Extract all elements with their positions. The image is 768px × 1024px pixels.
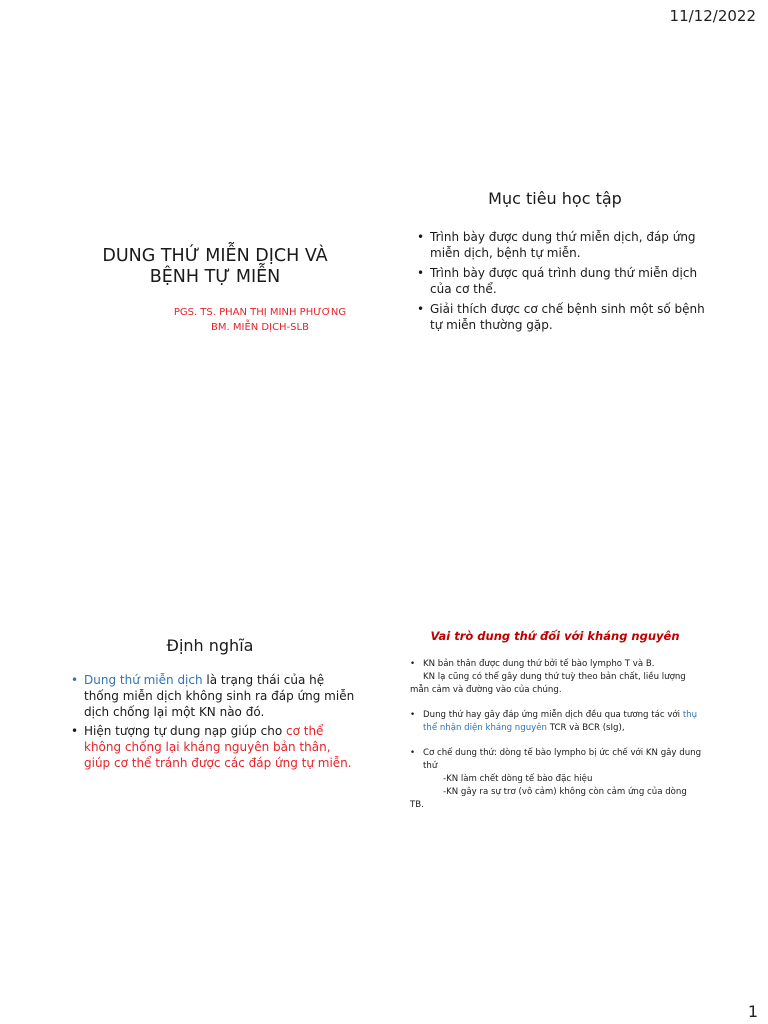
- bullet-text-start: Dung thứ hay gây đáp ứng miễn dịch đều qua tương tác với: [423, 710, 683, 720]
- bullet-continuation: KN lạ cũng có thể gây dung thứ tuỳ theo bản chất, liều lượng mẫn cảm và đường vào của chúng.: [410, 672, 686, 695]
- bullet-text-highlight: thụ thể nhận diện kháng nguyên: [423, 710, 698, 733]
- sub-item-tail: TB.: [410, 800, 424, 810]
- list-item: • Giải thích được cơ chế bệnh sinh một số bệnh tự miễn thường gặp.: [416, 301, 708, 333]
- definition-text: Hiện tượng tự dung nạp giúp cho: [84, 724, 286, 738]
- spacer: [410, 735, 706, 747]
- bullet-icon: •: [410, 710, 416, 720]
- sub-item: -KN gây ra sự trơ (vô cảm) không còn cảm ứng của dòng: [443, 787, 687, 797]
- date-label: 11/12/2022: [669, 7, 756, 25]
- list-item: • Trình bày được quá trình dung thứ miễn dịch của cơ thể.: [416, 265, 708, 297]
- slide1-author-name: PGS. TS. PHAN THỊ MINH PHƯƠNG: [173, 307, 347, 318]
- definition-highlight: cơ thể không chống lại kháng nguyên bản thân, giúp cơ thể tránh được các đáp ứng tự miễn.: [84, 724, 352, 770]
- list-item: [410, 709, 706, 735]
- slide4-body: [410, 658, 706, 812]
- slide2-title: Mục tiêu học tập: [488, 189, 622, 208]
- page-number: 1: [747, 1002, 758, 1021]
- list-item: [70, 723, 360, 771]
- slide1-title-line1: DUNG THỨ MIỄN DỊCH VÀ: [102, 246, 328, 266]
- slide2-objectives-list: [416, 229, 708, 337]
- list-item: [70, 672, 360, 720]
- bullet-text: Cơ chế dung thứ: dòng tế bào lympho bị ức chế với KN gây dung thứ: [423, 748, 702, 771]
- bullet-text: [423, 709, 706, 735]
- bullet-icon: •: [410, 659, 416, 669]
- bullet-icon: •: [410, 748, 416, 758]
- list-item: [410, 658, 706, 671]
- definition-term: Dung thứ miễn dịch: [84, 673, 203, 687]
- slide3-definition-list: [70, 672, 360, 774]
- bullet-text-end: TCR và BCR (sIg),: [546, 723, 625, 733]
- spacer: [410, 697, 706, 709]
- slide4-title: Vai trò dung thứ đối với kháng nguyên: [430, 629, 680, 643]
- slide1-author: [160, 305, 360, 335]
- list-item: [410, 747, 706, 773]
- sub-item: -KN làm chết dòng tế bào đặc hiệu: [443, 774, 593, 784]
- slide1-author-dept: BM. MIỄN DỊCH-SLB: [211, 322, 309, 333]
- slide1-title-line2: BỆNH TỰ MIỄN: [149, 267, 281, 287]
- slide3-title: Định nghĩa: [166, 636, 254, 655]
- list-item: • Trình bày được dung thứ miễn dịch, đáp ứng miễn dịch, bệnh tự miễn.: [416, 229, 708, 261]
- definition-text: là trạng thái của hệ thống miễn dịch không sinh ra đáp ứng miễn dịch chống lại một KN nào đó.: [84, 673, 355, 719]
- bullet-text: KN bản thân được dung thứ bởi tế bào lympho T và B.: [423, 659, 655, 669]
- slide1-title: [85, 246, 345, 288]
